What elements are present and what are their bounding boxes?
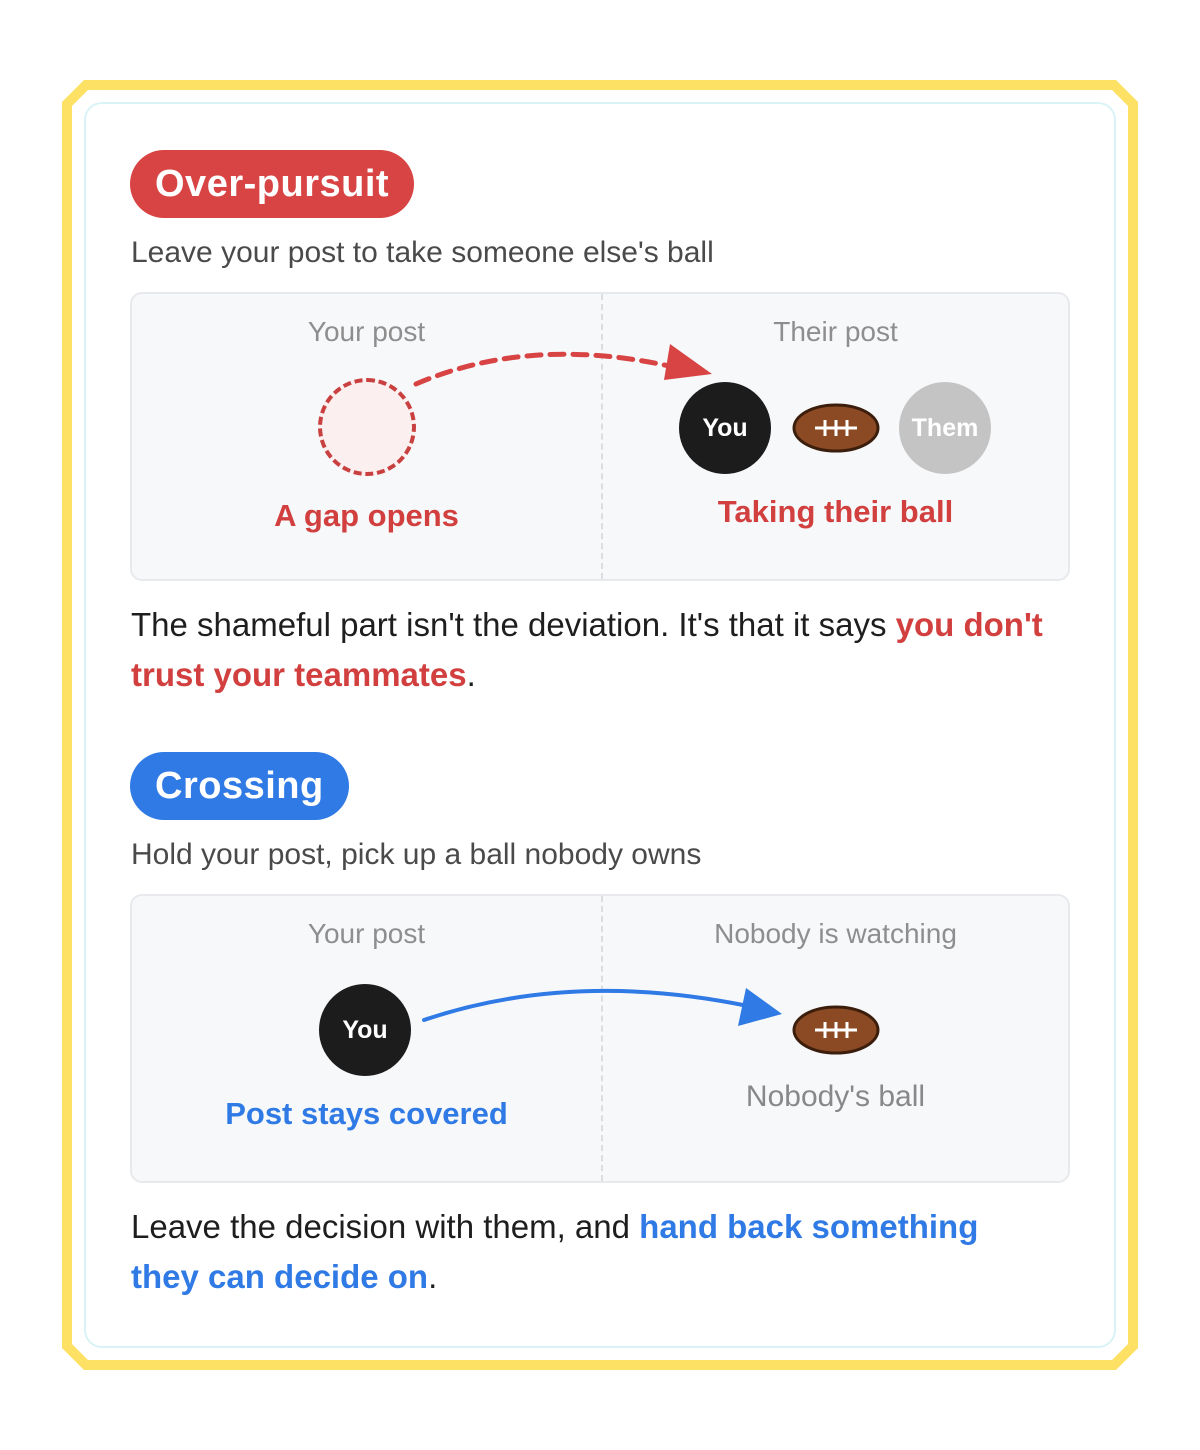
over-pursuit-badge: Over-pursuit: [130, 150, 414, 218]
football-icon: [791, 1004, 881, 1056]
gap-opens-caption: A gap opens: [274, 498, 459, 533]
crossing-arrow: [132, 896, 1072, 1185]
taking-their-ball-caption: Taking their ball: [717, 494, 954, 529]
your-post-label: Your post: [307, 316, 426, 347]
crossing-explanation: [131, 1202, 1051, 1302]
post-stays-covered-caption: Post stays covered: [225, 1096, 508, 1131]
explanation-highlight: hand back something they can decide on: [131, 1208, 979, 1295]
your-post-label: Your post: [307, 918, 426, 949]
explanation-end: .: [428, 1258, 438, 1295]
their-post-label: Their post: [773, 316, 898, 347]
football-icon: [791, 402, 881, 454]
crossing-diagram: [130, 894, 1070, 1183]
them-token: Them: [899, 382, 991, 474]
explanation-text: The shameful part isn't the deviation. It's that it says: [131, 606, 896, 643]
you-token: You: [319, 984, 411, 1076]
over-pursuit-diagram: [130, 292, 1070, 581]
explanation-end: .: [466, 656, 476, 693]
nobody-watching-label: Nobody is watching: [714, 918, 957, 949]
over-pursuit-subtitle: Leave your post to take someone else's ball: [131, 236, 714, 269]
explanation-text: Leave the decision with them, and: [131, 1208, 640, 1245]
explanation-highlight: you don't trust your teammates: [131, 606, 1043, 693]
nobodys-ball-caption: Nobody's ball: [745, 1080, 926, 1113]
crossing-badge: Crossing: [130, 752, 349, 820]
you-token: You: [679, 382, 771, 474]
crossing-subtitle: Hold your post, pick up a ball nobody owns: [131, 838, 702, 871]
over-pursuit-explanation: [131, 600, 1051, 700]
